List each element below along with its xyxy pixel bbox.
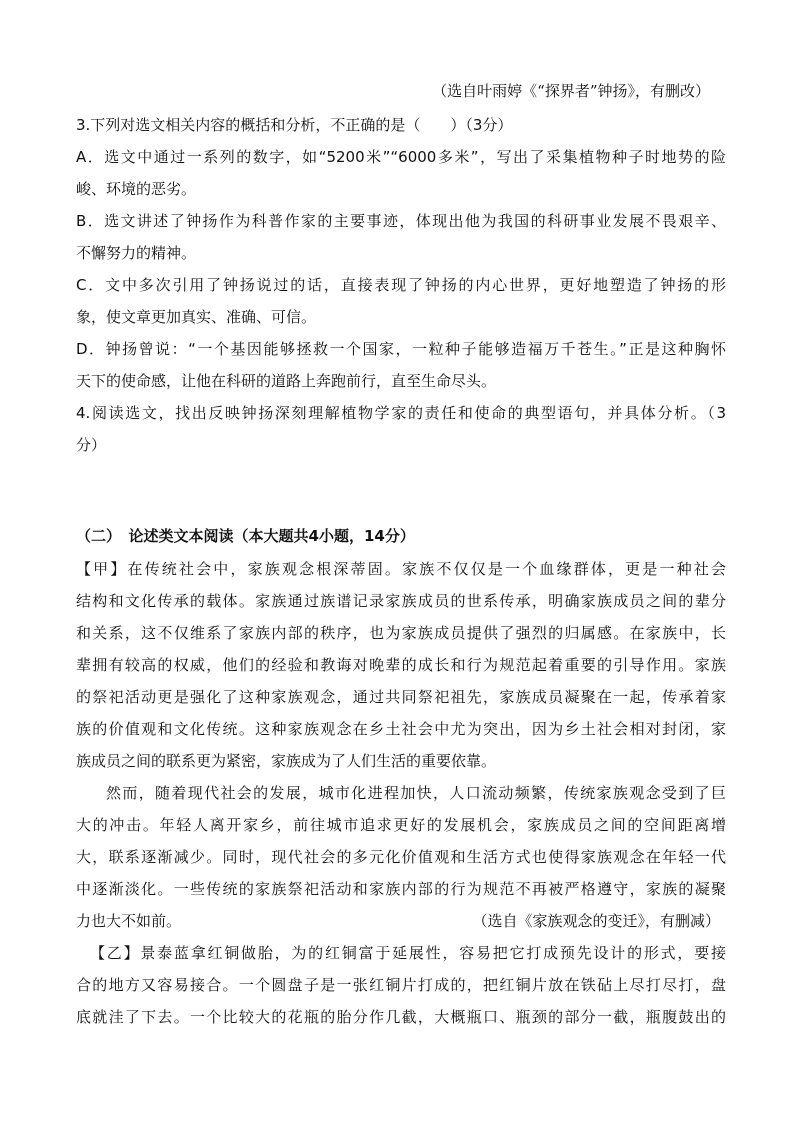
option-d-line-1: D．钟扬曾说：“一个基因能够拯救一个国家，一粒种子能够造福万千苍生。”正是这种胸怀 [76,340,726,358]
passage-jia-line-4: 辈拥有较高的权威，他们的经验和教诲对晚辈的成长和行为规范起着重要的引导作用。家族 [76,656,726,674]
passage-jia-p2-line-4: 中逐渐淡化。一些传统的家族祭祀活动和家族内部的行为规范不再被严格遵守，家族的凝聚 [76,880,726,898]
passage-yi-line-2: 合的地方又容易接合。一个圆盘子是一张红铜片打成的，把红铜片放在铁砧上尽打尽打，盘 [76,976,726,994]
passage-yi-line-1: 【乙】景泰蓝拿红铜做胎，为的红铜富于延展性，容易把它打成预先设计的形式，要接 [90,944,726,962]
passage-jia-p2-line-1: 然而，随着现代社会的发展，城市化进程加快，人口流动频繁，传统家族观念受到了巨 [106,784,726,802]
section-heading: （二） 论述类文本阅读（本大题共4小题，14分） [76,527,415,545]
option-c-line-1: C．文中多次引用了钟扬说过的话，直接表现了钟扬的内心世界，更好地塑造了钟扬的形 [76,276,726,294]
passage-jia-line-6: 族的价值观和文化传统。这种家族观念在乡土社会中尤为突出，因为乡土社会相对封闭，家 [76,720,726,738]
option-b-line-1: B．选文讲述了钟扬作为科普作家的主要事迹，体现出他为我国的科研事业发展不畏艰辛、 [76,212,726,230]
passage-jia-line-1: 【甲】在传统社会中，家族观念根深蒂固。家族不仅仅是一个血缘群体，更是一种社会 [76,560,726,578]
option-a-line-2: 峻、环境的恶劣。 [76,180,197,198]
passage-jia-line-2: 结构和文化传承的载体。家族通过族谱记录家族成员的世系传承，明确家族成员之间的辈分 [76,592,726,610]
option-d-line-2: 天下的使命感，让他在科研的道路上奔跑前行，直至生命尽头。 [76,372,497,390]
passage-jia-line-5: 的祭祀活动更是强化了这种家族观念，通过共同祭祀祖先，家族成员凝聚在一起，传承着家 [76,688,726,706]
question-4-line-2: 分） [76,436,107,454]
option-b-line-2: 不懈努力的精神。 [76,244,197,262]
option-a-line-1: A．选文中通过一系列的数字，如“5200米”“6000多米”，写出了采集植物种子时地势的险 [76,148,726,166]
passage-jia-p2-line-3: 大，联系逐渐减少。同时，现代社会的多元化价值观和生活方式也使得家族观念在年轻一代 [76,848,726,866]
passage-jia-p2-line-2: 大的冲击。年轻人离开家乡，前往城市追求更好的发展机会，家族成员之间的空间距离增 [76,816,726,834]
passage-jia-line-7: 族成员之间的联系更为紧密，家族成为了人们生活的重要依靠。 [76,752,497,770]
passage-jia-p2-line-5: 力也大不如前。 [76,912,182,930]
source-citation-zhongyang: （选自叶雨婷《“探界者”钟扬》，有删改） [432,82,710,100]
question-3-stem: 3.下列对选文相关内容的概括和分析，不正确的是（ ）（3分） [76,116,513,134]
question-4-line-1: 4.阅读选文，找出反映钟扬深刻理解植物学家的责任和使命的典型语句，并具体分析。（3 [76,404,726,422]
passage-yi-line-3: 底就洼了下去。一个比较大的花瓶的胎分作几截，大概瓶口、瓶颈的部分一截，瓶腹鼓出的 [76,1008,726,1026]
source-citation-family: （选自《家族观念的变迁》，有删减） [472,912,720,930]
passage-jia-line-3: 和关系，这不仅维系了家族内部的秩序，也为家族成员提供了强烈的归属感。在家族中，长 [76,624,726,642]
option-c-line-2: 象，使文章更加真实、准确、可信。 [76,308,317,326]
